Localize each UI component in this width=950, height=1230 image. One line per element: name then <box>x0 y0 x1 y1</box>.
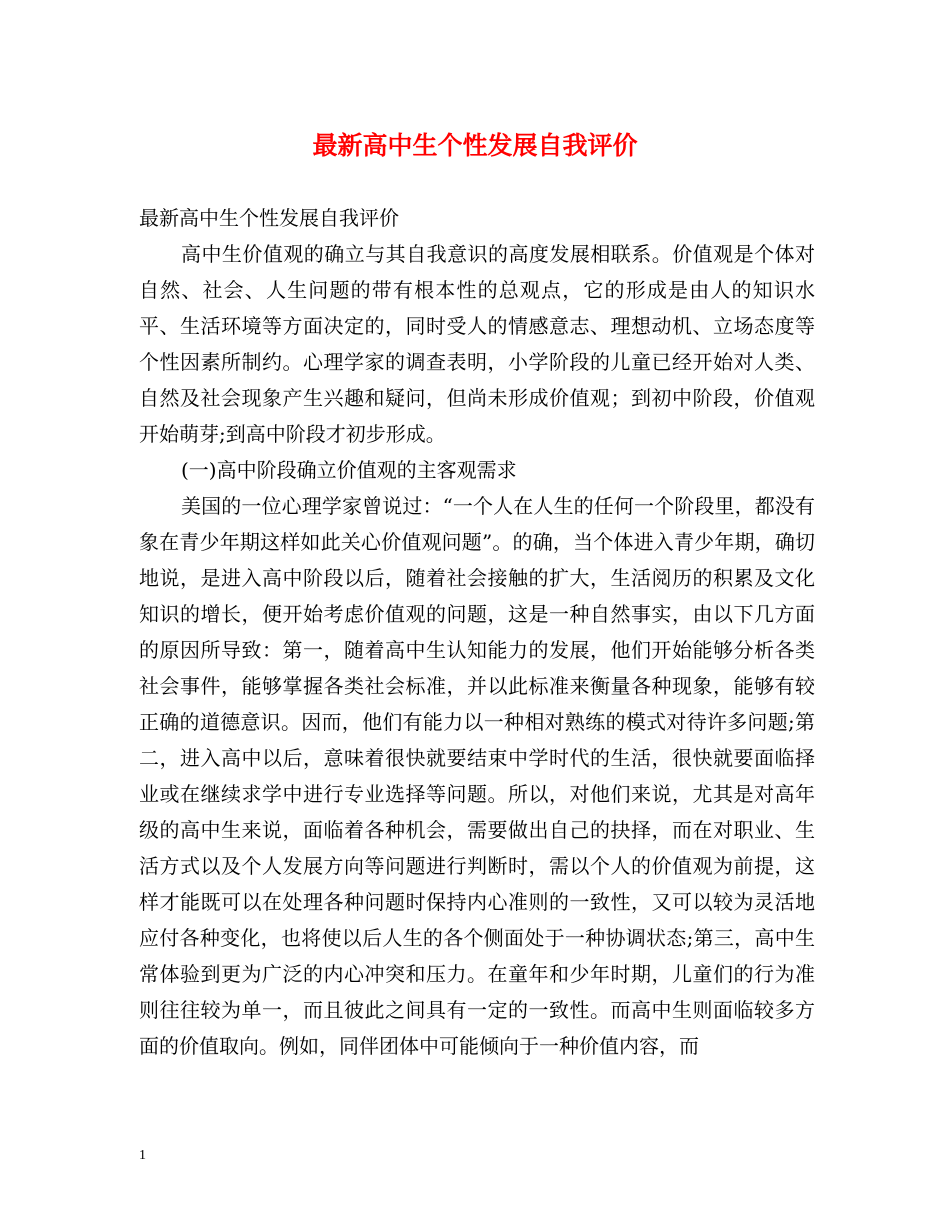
subtitle-paragraph: 最新高中生个性发展自我评价 <box>139 206 399 230</box>
page-number: 1 <box>139 1148 146 1163</box>
page-title: 最新高中生个性发展自我评价 <box>312 131 638 160</box>
document-body <box>139 200 815 1064</box>
section-heading: (一)高中阶段确立价值观的主客观需求 <box>181 458 517 482</box>
body-paragraph: 美国的一位心理学家曾说过：“一个人在人生的任何一个阶段里，都没有象在青少年期这样如此关心价值观问题”。的确，当个体进入青少年期，确切地说，是进入高中阶段以后，随着社会接触的扩大，生活阅历的积累及文化知识的增长，便开始考虑价值观的问题，这是一种自然事实，由以下几方面的原因所导致：第一，随着高中生认知能力的发展，他们开始能够分析各类社会事件，能够掌握各类社会标准，并以此标准来衡量各种现象，能够有较正确的道德意识。因而，他们有能力以一种相对熟练的模式对待许多问题;第二，进入高中以后，意味着很快就要结束中学时代的生活，很快就要面临择业或在继续求学中进行专业选择等问题。所以，对他们来说，尤其是对高年级的高中生来说，面临着各种机会，需要做出自己的抉择，而在对职业、生活方式以及个人发展方向等问题进行判断时，需以个人的价值观为前提，这样才能既可以在处理各种问题时保持内心准则的一致性，又可以较为灵活地应付各种变化，也将使以后人生的各个侧面处于一种协调状态;第三，高中生常体验到更为广泛的内心冲突和压力。在童年和少年时期，儿童们的行为准则往往较为单一，而且彼此之间具有一定的一致性。而高中生则面临较多方面的价值取向。例如，同伴团体中可能倾向于一种价值内容，而 <box>139 494 815 1058</box>
body-paragraph: 高中生价值观的确立与其自我意识的高度发展相联系。价值观是个体对自然、社会、人生问题的带有根本性的总观点，它的形成是由人的知识水平、生活环境等方面决定的，同时受人的情感意志、理想动机、立场态度等个性因素所制约。心理学家的调查表明，小学阶段的儿童已经开始对人类、自然及社会现象产生兴趣和疑问，但尚未形成价值观；到初中阶段，价值观开始萌芽;到高中阶段才初步形成。 <box>139 242 815 446</box>
